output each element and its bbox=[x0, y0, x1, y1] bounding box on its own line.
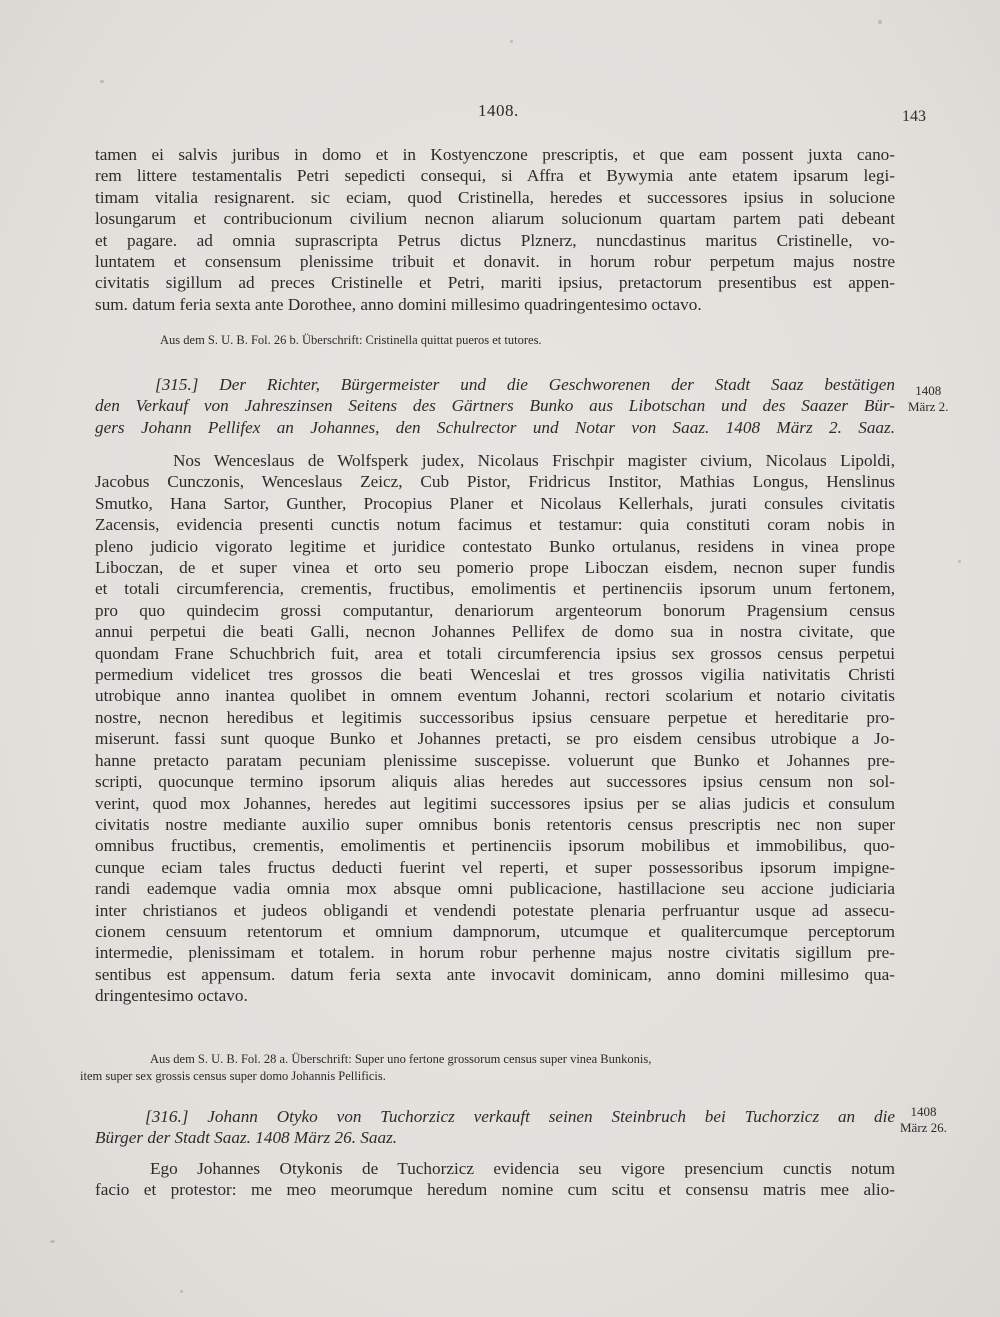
text-line: Jacobus Cunczonis, Wenceslaus Zeicz, Cub Pistor, Fridricus Institor, Mathias Longus, Henslinus bbox=[95, 472, 895, 492]
text-line: luntatem et consensum plenissime tribuit et donavit. in horum robur perpetum majus nostre bbox=[95, 252, 895, 272]
text-line: quondam Frane Schuchbrich fuit, area et totali circumferencia ipsius sex grossos census perpetui bbox=[95, 643, 895, 663]
margin-date-year: 1408 bbox=[915, 383, 942, 398]
scan-speck bbox=[50, 1240, 55, 1243]
scan-speck bbox=[510, 40, 513, 43]
text-line: Liboczan, de et super vinea et orto seu pomerio prope Liboczan eisdem, necnon super fundis bbox=[95, 558, 895, 578]
source-note-315 bbox=[80, 1051, 652, 1085]
heading-line: den Verkauf von Jahreszinsen Seitens des Gärtners Bunko aus Libotschan und des Saazer Bür- bbox=[95, 396, 895, 416]
charter-316-heading bbox=[95, 1106, 895, 1149]
text-line: sentibus est appensum. datum feria sexta ante invocavit dominicam, anno domini millesimo qua- bbox=[95, 964, 895, 984]
text-line: Nos Wenceslaus de Wolfsperk judex, Nicolaus Frischpir magister civium, Nicolaus Lipoldi, bbox=[173, 451, 895, 470]
text-line: dringentesimo octavo. bbox=[95, 986, 248, 1006]
margin-date-315 bbox=[908, 383, 948, 415]
source-note bbox=[160, 332, 542, 349]
text-line: civitatis nostre mediante auxilio super omnibus bonis retentoris census prescriptis nec non super bbox=[95, 814, 895, 834]
scan-speck bbox=[100, 80, 104, 83]
margin-date-day: März 2. bbox=[908, 399, 949, 414]
margin-date-day: März 26. bbox=[900, 1120, 947, 1135]
text-line: losungarum et contribucionum civilium necnon aliarum solucionum quartam partem pati debeant bbox=[95, 209, 895, 229]
heading-line: [316.] Johann Otyko von Tuchorzicz verkauft seinen Steinbruch bei Tuchorzicz an die bbox=[145, 1107, 895, 1126]
scan-speck bbox=[878, 20, 882, 24]
text-line: Zacensis, evidencia presenti cunctis notum facimus et testamur: quia constituti coram nobis in bbox=[95, 515, 895, 535]
scan-speck bbox=[180, 1290, 183, 1293]
text-line: pleno judicio vigorato legitime et juridice contestato Bunko ortulanus, residens in vinea prope bbox=[95, 536, 895, 556]
margin-date-316 bbox=[900, 1104, 947, 1136]
text-line: facio et protestor: me meo meorumque heredum nomine cum scitu et consensu matris mee alio- bbox=[95, 1180, 895, 1200]
text-line: civitatis sigillum ad preces Cristinelle et Petri, mariti ipsius, pretactorum presentibus est appen- bbox=[95, 273, 895, 293]
source-line: item super sex grossis census super domo Johannis Pellificis. bbox=[80, 1069, 386, 1083]
text-line: intermedie, plenissimam et totalem. in horum robur perhenne majus nostre civitatis sigillum pre- bbox=[95, 943, 895, 963]
text-line: cionem censuum retentorum et omnium dampnorum, utcumque et qualitercumque perceptorum bbox=[95, 921, 895, 941]
text-line: verint, quod mox Johannes, heredes aut legitimi successores ipsius per se alias judicis et consulum bbox=[95, 793, 895, 813]
text-line: hanne pretacto paratam pecuniam plenissime suscepisse. voluerunt que Bunko et Johannes pre- bbox=[95, 750, 895, 770]
text-line: omnibus fructibus, crementis, emolimentis et pertinenciis ipsorum mobilibus et immobilibus, quo- bbox=[95, 836, 895, 856]
text-line: inter christianos et judeos obligandi et vendendi potestate plenaria perfruantur usque ad assecu- bbox=[95, 900, 895, 920]
text-line: Smutko, Hana Sartor, Gunther, Procopius Planer et Nicolaus Kellerhals, jurati consules civitatis bbox=[95, 493, 895, 513]
text-line: et pagare. ad omnia suprascripta Petrus dictus Plznerz, nuncdastinus maritus Cristinelle, vo- bbox=[95, 230, 895, 250]
margin-date-year: 1408 bbox=[910, 1104, 937, 1119]
heading-line: gers Johann Pellifex an Johannes, den Schulrector und Notar von Saaz. 1408 März 2. Saaz. bbox=[95, 417, 895, 437]
page-number: 143 bbox=[902, 108, 926, 125]
text-line: randi eademque vadia omnia mox absque omni publicacione, hastillacione seu accione judiciaria bbox=[95, 879, 895, 899]
scan-speck bbox=[958, 560, 961, 563]
charter-continuation-text bbox=[95, 144, 895, 315]
source-line: Aus dem S. U. B. Fol. 26 b. Überschrift: Cristinella quittat pueros et tutores. bbox=[160, 333, 542, 347]
text-line: Ego Johannes Otykonis de Tuchorzicz evidencia seu vigore presencium cunctis notum bbox=[150, 1159, 895, 1178]
text-line: miserunt. fassi sunt quoque Bunko et Johannes pretacti, se pro eisdem censibus utrobique a Jo- bbox=[95, 729, 895, 749]
running-header-year: 1408. bbox=[478, 101, 519, 120]
text-line: timam vitalia resignarent. sic eciam, quod Cristinella, heredes et successores ipsius in solucione bbox=[95, 187, 895, 207]
text-line: annui perpetui die beati Galli, necnon Johannes Pellifex de domo sua in nostra civitate, que bbox=[95, 622, 895, 642]
text-line: utrobique anno inantea quolibet in omnem eventum Johanni, rectori scolarium et notario civitatis bbox=[95, 686, 895, 706]
text-line: tamen ei salvis juribus in domo et in Kostyenczone prescriptis, et que eam possent juxta cano- bbox=[95, 145, 895, 164]
text-line: cunque eciam tales fructus deducti fuerint vel reperti, et super possessoribus ipsorum impigne- bbox=[95, 857, 895, 877]
charter-316-body bbox=[95, 1158, 895, 1201]
heading-line: Bürger der Stadt Saaz. 1408 März 26. Saaz. bbox=[95, 1128, 398, 1148]
text-line: nostre, necnon heredibus et legitimis successoribus ipsius censuare perpetue et hereditarie pro- bbox=[95, 707, 895, 727]
heading-line: [315.] Der Richter, Bürgermeister und die Geschworenen der Stadt Saaz bestätigen bbox=[155, 375, 895, 394]
text-line: rem littere testamentalis Petri sepedicti consequi, si Affra et Bywymia ante etatem ipsarum legi- bbox=[95, 166, 895, 186]
text-line: scripti, quocunque termino ipsorum aliquis alias heredes aut successores ipsius censum non sol- bbox=[95, 772, 895, 792]
text-line: sum. datum feria sexta ante Dorothee, anno domini millesimo quadringentesimo octavo. bbox=[95, 294, 702, 314]
text-line: pro quo quindecim grossi computantur, denariorum argenteorum bonorum Pragensium census bbox=[95, 600, 895, 620]
charter-315-body bbox=[95, 450, 895, 1007]
source-line: Aus dem S. U. B. Fol. 28 a. Überschrift: Super uno fertone grossorum census super vinea Bunkonis, bbox=[150, 1052, 652, 1066]
charter-315-heading bbox=[95, 374, 895, 438]
text-line: et totali circumferencia, crementis, fructibus, emolimentis et pertinenciis ipsorum unum fertonem, bbox=[95, 579, 895, 599]
text-line: permedium videlicet tres grossos die beati Wenceslai et tres grossos vigilia nativitatis Christi bbox=[95, 665, 895, 685]
